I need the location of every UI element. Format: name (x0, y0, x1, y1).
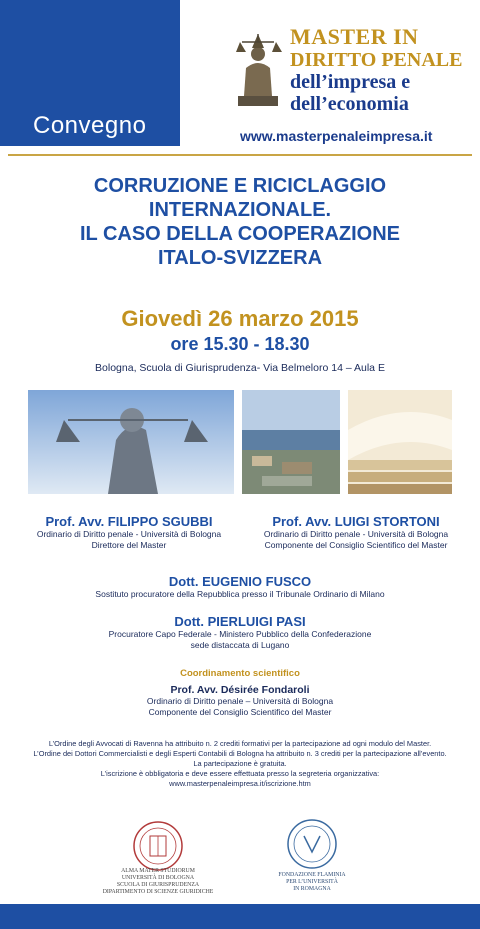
coordinator-fondaroli (0, 684, 480, 718)
event-date: Giovedì 26 marzo 2015 (121, 306, 359, 331)
speaker-stortoni (246, 514, 466, 551)
logo-line: ALMA MATER STUDIORUM (121, 868, 195, 874)
event-place: Bologna, Scuola di Giurisprudenza- Via Belmeloro 14 – Aula E (95, 362, 385, 374)
speaker-name: Dott. EUGENIO FUSCO (168, 574, 312, 589)
speaker-role: Direttore del Master (91, 540, 167, 550)
master-line4: dell’economia (290, 93, 409, 115)
note-line: L’Ordine dei Dottori Commercialisti e degli Esperti Contabili di Bologna ha attribuito n. 3 crediti per la partecipazione all’evento. (33, 749, 447, 758)
logo-line: FONDAZIONE FLAMINIA (278, 872, 346, 878)
coordinator-role: Componente del Consiglio Scientifico del Master (148, 707, 332, 717)
speaker-fusco (0, 574, 480, 600)
title-line: INTERNAZIONALE. (148, 199, 332, 221)
coordinator-name: Prof. Avv. Désirée Fondaroli (170, 684, 310, 696)
speaker-sgubbi (24, 514, 234, 551)
speaker-role: Componente del Consiglio Scientifico del Master (264, 540, 448, 550)
website-link[interactable]: www.masterpenaleimpresa.it (240, 128, 433, 144)
speaker-role: sede distaccata di Lugano (190, 640, 290, 650)
flaminia-seal-icon (284, 816, 340, 872)
coordinator-role: Ordinario di Diritto penale – Università di Bologna (146, 696, 334, 706)
master-title (290, 26, 462, 114)
speaker-role: Ordinario di Diritto penale - Università di Bologna (263, 529, 449, 539)
event-title (0, 174, 480, 270)
gold-divider (8, 154, 472, 156)
speaker-role: Ordinario di Diritto penale - Università di Bologna (36, 529, 222, 539)
title-line: ITALO-SVIZZERA (157, 247, 323, 269)
unibo-logo-text (98, 868, 218, 896)
header (0, 0, 480, 150)
speaker-role: Sostituto procuratore della Repubblica presso il Tribunale Ordinario di Milano (95, 589, 385, 599)
note-line: La partecipazione è gratuita. (193, 759, 287, 768)
registration-link[interactable]: www.masterpenaleimpresa.it/iscrizione.htm (169, 779, 311, 788)
speaker-name: Prof. Avv. FILIPPO SGUBBI (45, 514, 213, 529)
justice-statue-icon (232, 28, 284, 108)
event-time: ore 15.30 - 18.30 (170, 334, 310, 354)
footer-bar (0, 904, 480, 929)
coordination-heading: Coordinamento scientifico (180, 668, 300, 679)
speaker-name: Prof. Avv. LUIGI STORTONI (272, 514, 440, 529)
logo-line: DIPARTIMENTO DI SCIENZE GIURIDICHE (102, 889, 214, 895)
logo-line: PER L’UNIVERSITÀ (286, 879, 338, 885)
title-line: IL CASO DELLA COOPERAZIONE (79, 223, 401, 245)
master-line1: MASTER IN (290, 24, 419, 49)
unibo-seal-icon (128, 818, 188, 874)
books-photo (348, 390, 452, 494)
title-line: CORRUZIONE E RICICLAGGIO (93, 175, 387, 197)
header-blue-block (0, 0, 180, 146)
speaker-pasi (0, 614, 480, 651)
convegno-label: Convegno (33, 112, 147, 139)
logo-line: UNIVERSITÀ DI BOLOGNA (121, 875, 195, 881)
speaker-role: Procuratore Capo Federale - Ministero Pubblico della Confederazione (108, 629, 372, 639)
master-line3: dell’impresa e (290, 71, 411, 93)
logo-line: SCUOLA DI GIURISPRUDENZA (116, 882, 200, 888)
note-line: L’iscrizione è obbligatoria e deve essere effettuata presso la segreteria organizzativa: (100, 769, 380, 778)
harbor-photo (242, 390, 340, 494)
speaker-name: Dott. PIERLUIGI PASI (174, 614, 306, 629)
master-line2: DIRITTO PENALE (290, 49, 463, 71)
notes (0, 739, 480, 789)
justice-statue-photo (28, 390, 234, 494)
logo-line: IN ROMAGNA (293, 886, 331, 892)
note-line: L’Ordine degli Avvocati di Ravenna ha attribuito n. 2 crediti formativi per la partecipazione ad ogni modulo del Master. (48, 739, 432, 748)
flaminia-logo-text (256, 872, 368, 893)
